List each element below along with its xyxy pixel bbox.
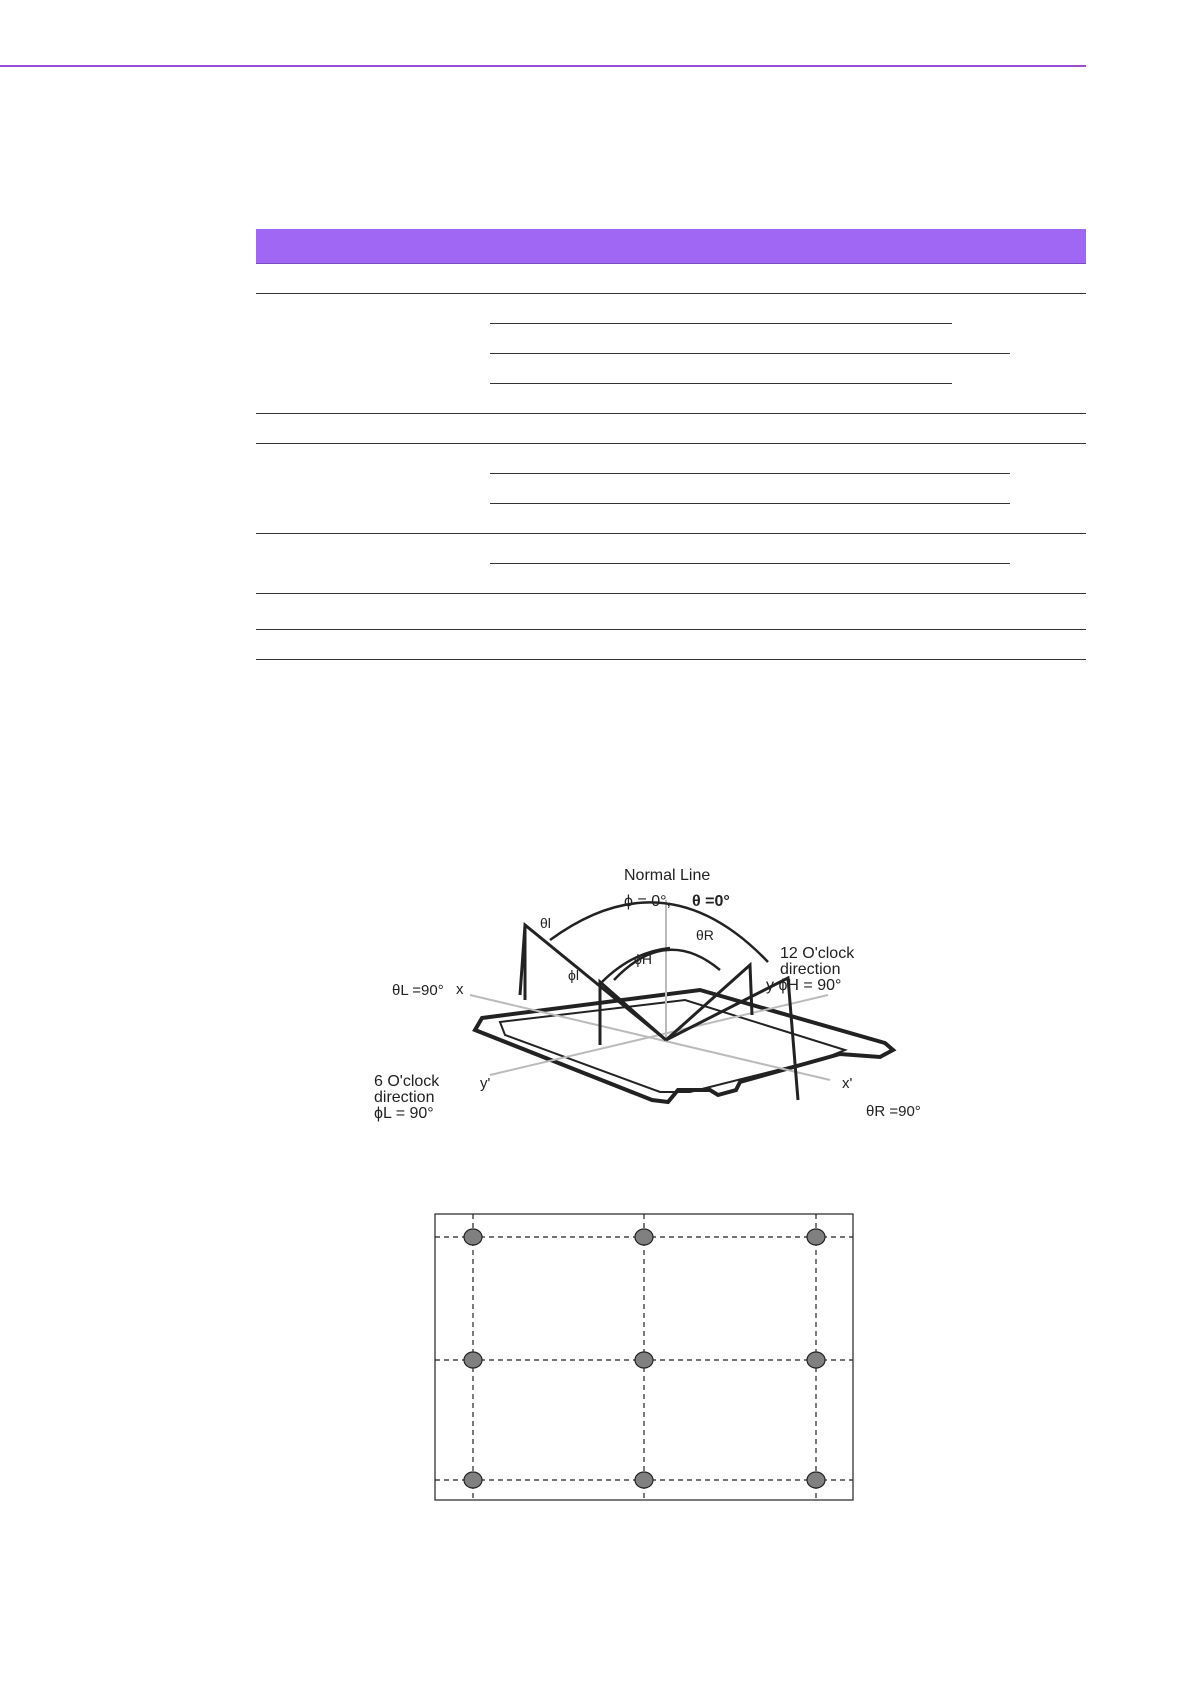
table-row-rule [256, 659, 1086, 660]
theta-r-arc-label: θR [696, 927, 714, 943]
measurement-point [635, 1472, 653, 1488]
normal-line-label: Normal Line [624, 867, 711, 884]
measurement-point [807, 1472, 825, 1488]
twelve-oclock-label-line1: 12 O'clock [780, 945, 855, 962]
table-subrow-rule [490, 473, 1010, 474]
table-subrow-rule [490, 563, 1010, 564]
angle-arcs [550, 902, 768, 982]
theta-l-90-label: θL =90° [392, 982, 444, 999]
twelve-oclock-label-line2: direction [780, 961, 841, 978]
table-subrow-rule [490, 383, 952, 384]
table-subrow-rule [490, 503, 1010, 504]
table-header-bar [256, 229, 1086, 264]
table-subrow-rule [490, 353, 1010, 354]
six-oclock-label-line3: ϕL = 90° [374, 1105, 434, 1122]
measurement-point [635, 1352, 653, 1368]
axis-y-prime-label: y' [480, 1075, 491, 1092]
theta-r-90-label: θR =90° [866, 1103, 921, 1120]
phi-h-arc-label: ϕH [634, 951, 652, 967]
table-row-rule [256, 593, 1086, 594]
measurement-point [807, 1352, 825, 1368]
six-oclock-label-line2: direction [374, 1089, 435, 1106]
table-row-rule [256, 413, 1086, 414]
measurement-point [464, 1229, 482, 1245]
axis-lines [470, 995, 830, 1080]
measurement-point [464, 1352, 482, 1368]
measurement-point [807, 1229, 825, 1245]
spec-table [256, 229, 1086, 663]
axis-x-prime-label: x' [842, 1075, 853, 1092]
measurement-point [464, 1472, 482, 1488]
phi-l-arc-label: ϕl [568, 967, 579, 983]
table-row-rule [256, 533, 1086, 534]
table-subrow-rule [490, 323, 952, 324]
header-accent-rule [0, 65, 1086, 67]
twelve-oclock-label-line3: y ϕH = 90° [766, 977, 842, 994]
table-row-rule [256, 443, 1086, 444]
six-oclock-label-line1: 6 O'clock [374, 1073, 440, 1090]
phi-zero-label: ϕ = 0°, [624, 893, 671, 910]
theta-l-arc-label: θl [540, 915, 551, 931]
table-row-rule [256, 629, 1086, 630]
axis-x-label: x [456, 981, 464, 998]
viewing-angle-diagram [370, 860, 940, 1140]
theta-zero-label: θ =0° [692, 893, 730, 910]
measurement-points-diagram [434, 1213, 856, 1503]
table-row-rule [256, 293, 1086, 294]
measurement-point [635, 1229, 653, 1245]
